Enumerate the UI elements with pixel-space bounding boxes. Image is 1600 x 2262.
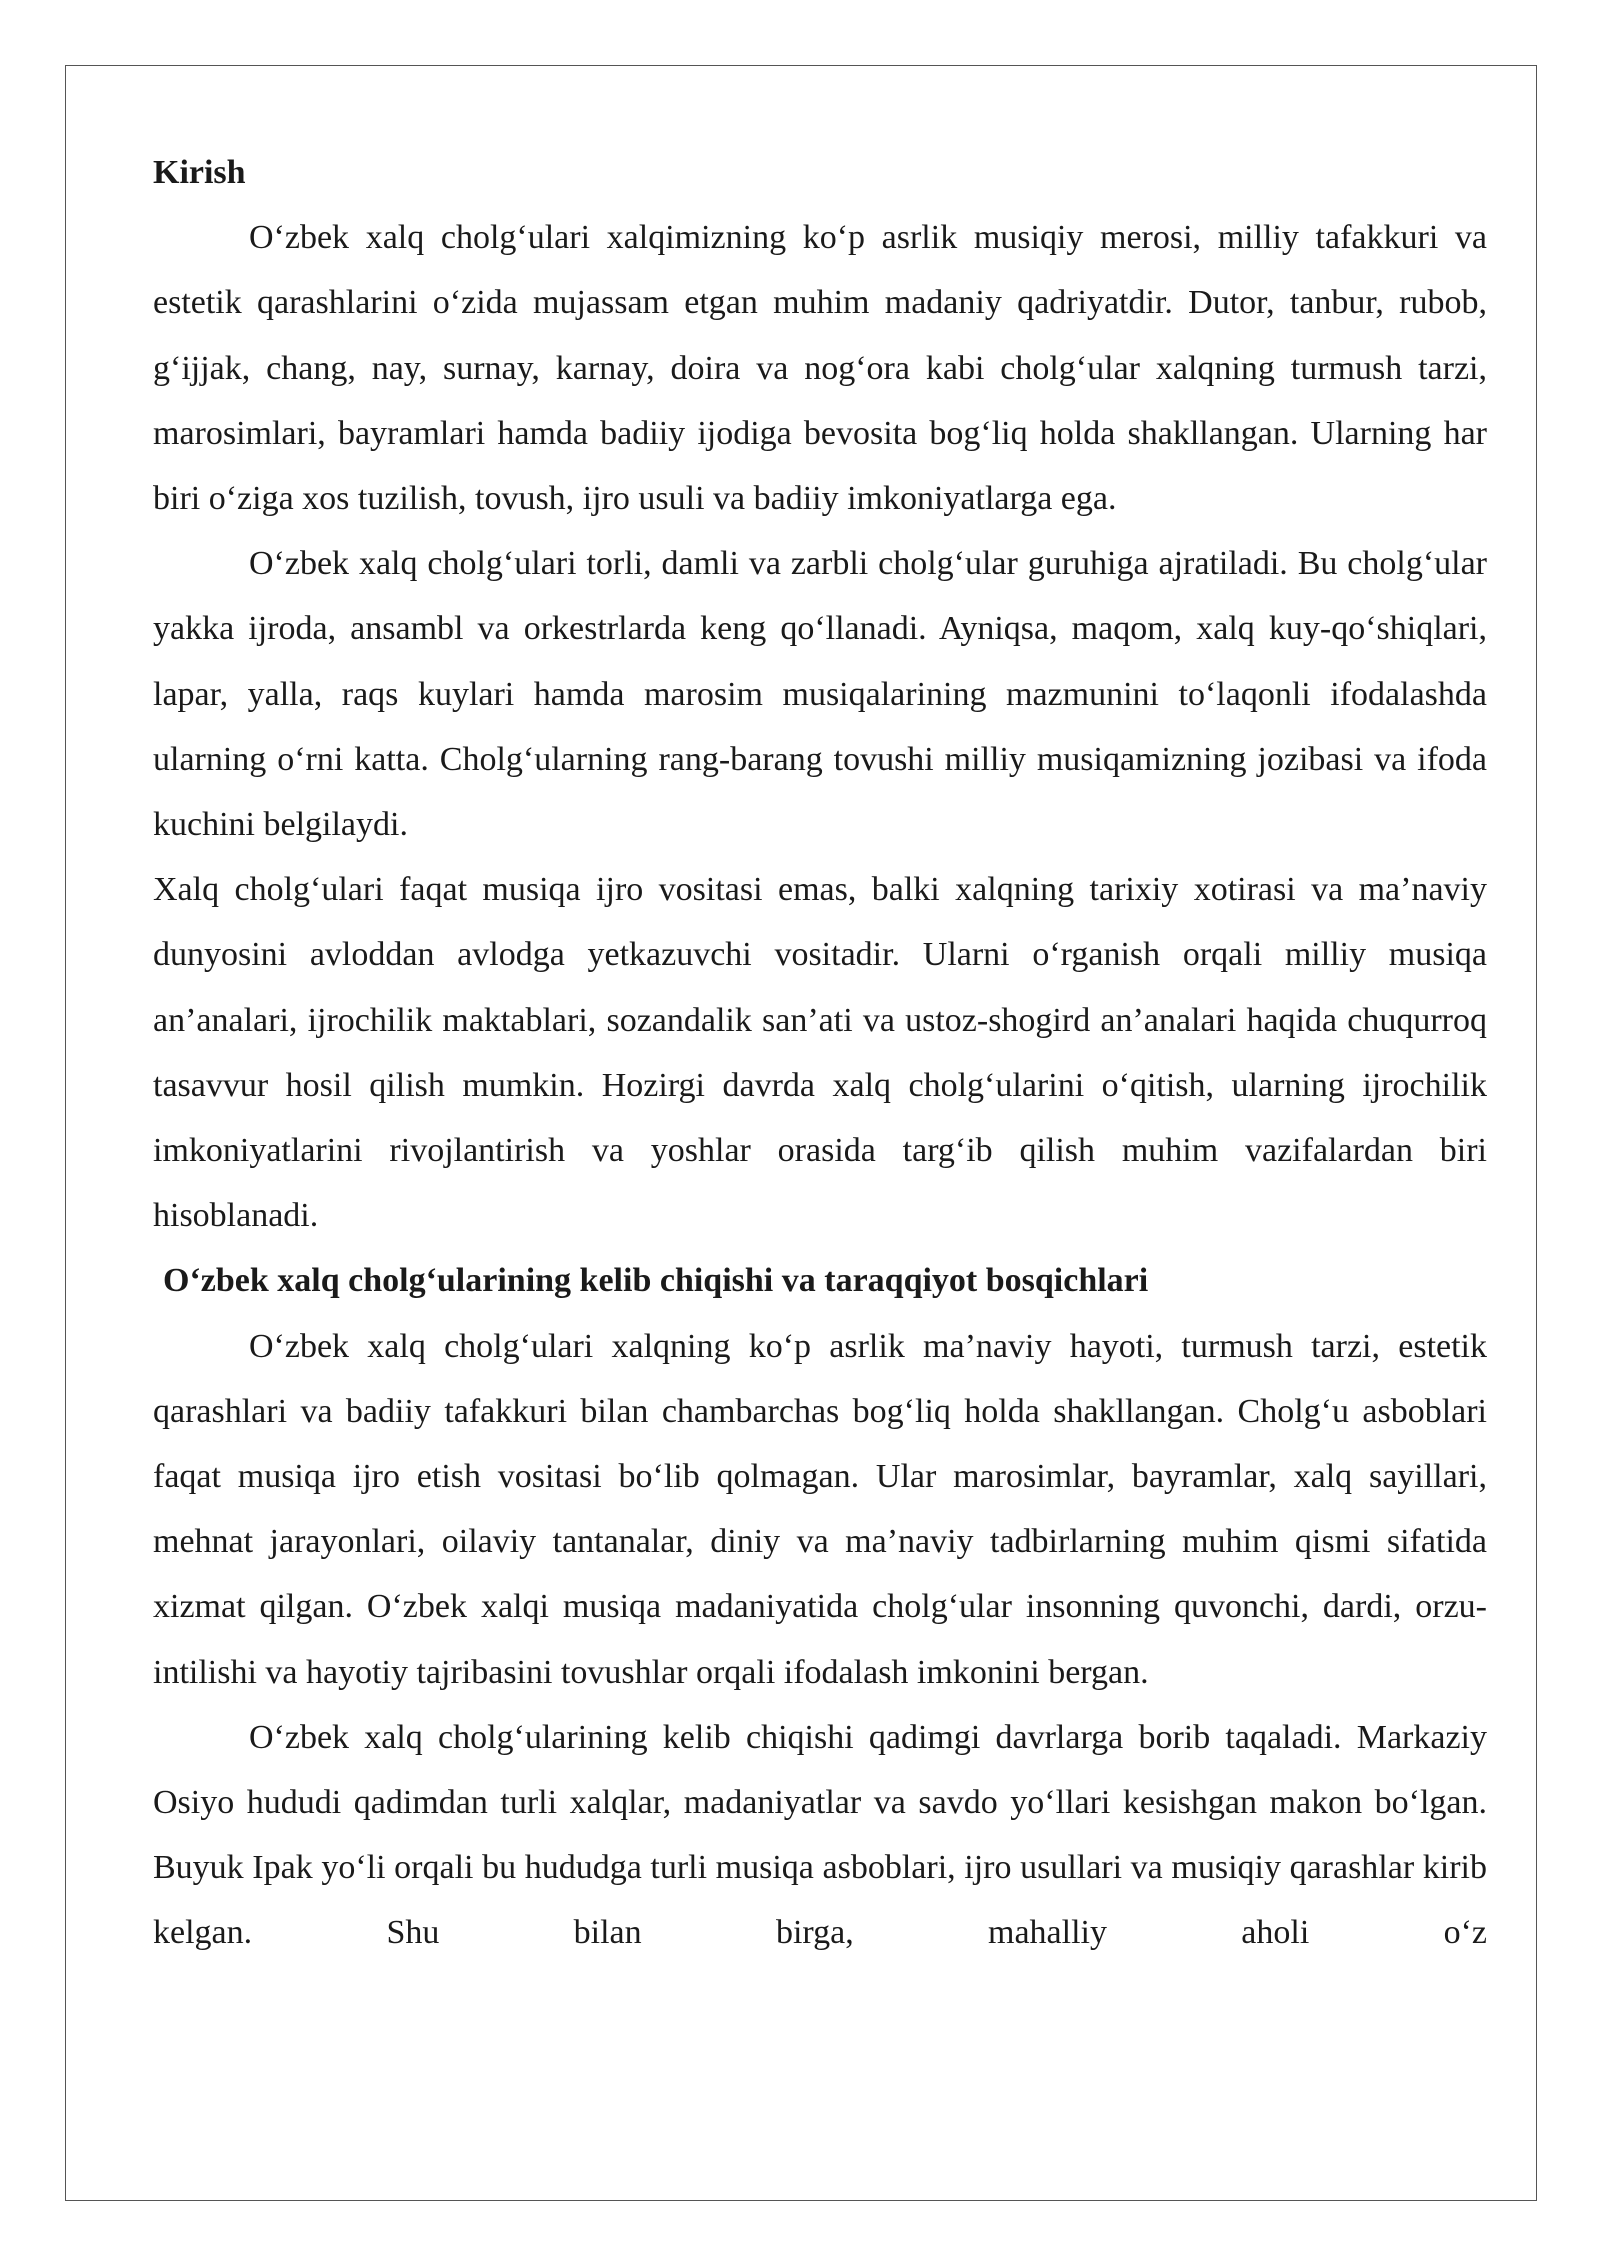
origin-paragraph-2: O‘zbek xalq cholg‘ularining kelib chiqishi qadimgi davrlarga borib taqaladi. Markaziy Osiyo hududi qadimdan turli xalqlar, madaniyatlar va savdo yo‘llari kesishgan makon bo‘lgan. Buyuk Ipak yo‘li orqali bu hududga turli musiqa asboblari, ijro usullari va musiqiy qarashlar kirib kelgan. Shu bilan birga, mahalliy aholi o‘z [153,1718,1487,1952]
origin-paragraph-1: O‘zbek xalq cholg‘ulari xalqning ko‘p asrlik ma’naviy hayoti, turmush tarzi, estetik qarashlari va badiiy tafakkuri bilan chambarchas bog‘liq holda shakllangan. Cholg‘u asboblari faqat musiqa ijro etish vositasi bo‘lib qolmagan. Ular marosimlar, bayramlar, xalq sayillari, mehnat jarayonlari, oilaviy tantanalar, diniy va ma’naviy tadbirlarning muhim qismi sifatida xizmat qilgan. O‘zbek xalqi musiqa madaniyatida cholg‘ular insonning quvonchi, dardi, orzu-intilishi va hayotiy tajribasini tovushlar orqali ifodalash imkonini bergan. [153,1327,1487,1691]
section-heading-intro: Kirish [153,154,246,191]
document-body [153,140,1487,1966]
intro-paragraph-2: O‘zbek xalq cholg‘ulari torli, damli va zarbli cholg‘ular guruhiga ajratiladi. Bu cholg‘ular yakka ijroda, ansambl va orkestrlarda keng qo‘llanadi. Ayniqsa, maqom, xalq kuy-qo‘shiqlari, lapar, yalla, raqs kuylari hamda marosim musiqalarining mazmunini to‘laqonli ifodalashda ularning o‘rni katta. Cholg‘ularning rang-barang tovushi milliy musiqamizning jozibasi va ifoda kuchini belgilaydi. [153,545,1487,844]
intro-paragraph-3: Xalq cholg‘ulari faqat musiqa ijro vositasi emas, balki xalqning tarixiy xotirasi va ma’naviy dunyosini avloddan avlodga yetkazuvchi vositadir. Ularni o‘rganish orqali milliy musiqa an’analari, ijrochilik maktablari, sozandalik san’ati va ustoz-shogird an’analari haqida chuqurroq tasavvur hosil qilish mumkin. Hozirgi davrda xalq cholg‘ularini o‘qitish, ularning ijrochilik imkoniyatlarini rivojlantirish va yoshlar orasida targ‘ib qilish muhim vazifalardan biri hisoblanadi. [153,871,1487,1235]
intro-paragraph-1: O‘zbek xalq cholg‘ulari xalqimizning ko‘p asrlik musiqiy merosi, milliy tafakkuri va estetik qarashlarini o‘zida mujassam etgan muhim madaniy qadriyatdir. Dutor, tanbur, rubob, g‘ijjak, chang, nay, surnay, karnay, doira va nog‘ora kabi cholg‘ular xalqning turmush tarzi, marosimlari, bayramlari hamda badiiy ijodiga bevosita bog‘liq holda shakllangan. Ularning har biri o‘ziga xos tuzilish, tovush, ijro usuli va badiiy imkoniyatlarga ega. [153,219,1487,518]
section-heading-origin: O‘zbek xalq cholg‘ularining kelib chiqishi va taraqqiyot bosqichlari [163,1262,1149,1300]
